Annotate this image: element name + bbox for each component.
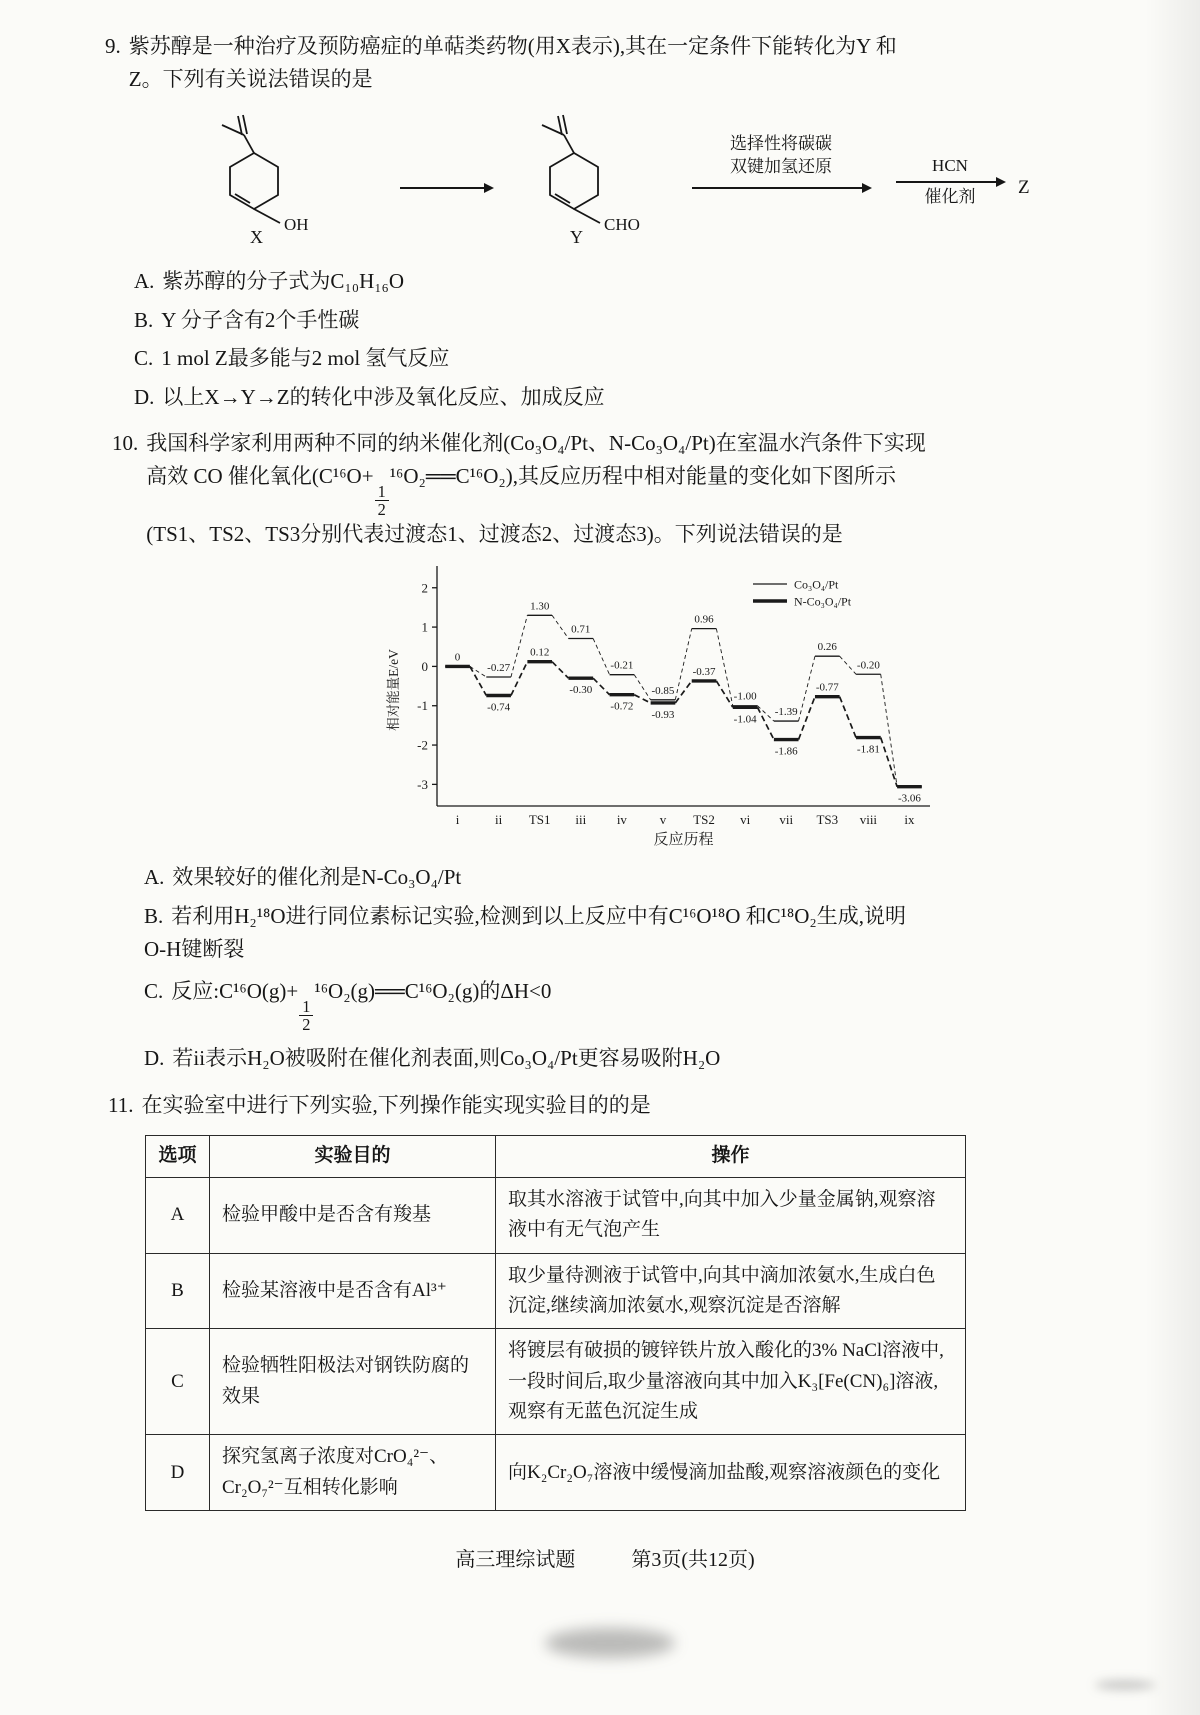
row-b-option: B: [146, 1253, 210, 1329]
svg-text:-0.27: -0.27: [487, 662, 511, 675]
svg-text:iii: iii: [575, 812, 587, 828]
hcn-addition-step: [896, 155, 1004, 209]
question-9: [100, 30, 1110, 413]
q10-stem-line1: 我国科学家利用两种不同的纳米催化剂(Co₃O₄/Pt、N-Co₃O₄/Pt)在室温水汽条件下实现: [146, 431, 926, 456]
fraction-denominator: 2: [377, 499, 386, 519]
q11-stem: 在实验室中进行下列实验,下列操作能实现实验目的的是: [141, 1092, 651, 1117]
svg-text:-0.85: -0.85: [651, 685, 675, 698]
molecule-y-label: Y: [570, 227, 583, 246]
vinylidene-double-bond-2: [563, 115, 567, 134]
experiment-table: [145, 1135, 966, 1511]
q9-number: 9.: [105, 34, 121, 58]
reaction-arrow-2: [692, 187, 870, 189]
svg-text:-1.00: -1.00: [733, 691, 757, 704]
page-footer: [100, 1543, 1110, 1572]
q9-option-c-text: 1 mol Z最多能与2 mol 氢气反应: [161, 346, 450, 371]
product-z-label: Z: [1018, 177, 1030, 199]
q10-stem-line2: [146, 460, 1110, 518]
svg-text:i: i: [455, 812, 460, 828]
fraction-numerator: 1: [299, 998, 313, 1016]
q9-option-c-label: C.: [134, 346, 154, 371]
q9-option-b-text: Y 分子含有2个手性碳: [161, 307, 360, 332]
row-a-option: A: [146, 1177, 210, 1253]
row-d-purpose: 探究氢离子浓度对CrO₄²⁻、Cr₂O₇²⁻互相转化影响: [210, 1435, 496, 1511]
q10-option-c: [144, 976, 1110, 1033]
scan-edge-shadow: [1145, 0, 1200, 1715]
q9-stem-line1: 紫苏醇是一种治疗及预防癌症的单萜类药物(用X表示),其在一定条件下能转化为Y 和: [128, 34, 897, 58]
svg-text:vi: vi: [740, 812, 751, 828]
row-b-operation: 取少量待测液于试管中,向其中滴加浓氨水,生成白色沉淀,继续滴加浓氨水,观察沉淀是否溶解: [496, 1253, 966, 1329]
vinylidene-double-bond-2: [243, 115, 247, 134]
svg-text:-0.37: -0.37: [692, 666, 716, 679]
hydroxymethyl-bond: [254, 209, 280, 223]
energy-diagram: [385, 560, 965, 854]
reaction-arrow-3: [896, 181, 1004, 183]
one-half-fraction: [299, 998, 313, 1033]
svg-text:vii: vii: [779, 812, 794, 828]
row-a-operation: 取其水溶液于试管中,向其中加入少量金属钠,观察溶液中有无气泡产生: [496, 1177, 966, 1253]
q9-option-a: [134, 266, 1110, 298]
svg-text:0: 0: [421, 659, 428, 675]
fraction-denominator: 2: [302, 1015, 311, 1035]
chart-series-1: [445, 601, 922, 805]
molecule-y-structure: [508, 113, 688, 245]
svg-text:-0.93: -0.93: [651, 709, 675, 722]
svg-text:2: 2: [421, 580, 428, 596]
svg-text:1.30: 1.30: [530, 600, 550, 613]
q10-option-b-line2: O-H键断裂: [144, 937, 245, 962]
row-c-operation: 将镀层有破损的镀锌铁片放入酸化的3% NaCl溶液中,一段时间后,取少量溶液向其中加入K₃[Fe(CN)₆]溶液,观察有无蓝色沉淀生成: [496, 1329, 966, 1435]
molecule-y-skeleton: [542, 115, 600, 223]
q10-options: [110, 862, 1110, 1074]
q10-option-c-pre: 反应:C¹⁶O(g)+: [171, 978, 299, 1003]
fraction-numerator: 1: [375, 483, 389, 501]
chart-legend: [753, 578, 852, 609]
q10-option-c-label: C.: [144, 978, 164, 1003]
q10-option-c-post: ¹⁶O₂(g)══C¹⁶O₂(g)的ΔH<0: [314, 978, 552, 1003]
header-purpose: 实验目的: [210, 1136, 496, 1177]
q10-stem-line3: (TS1、TS2、TS3分别代表过渡态1、过渡态2、过渡态3)。下列说法错误的是: [146, 521, 843, 546]
footer-page-number: 第3页(共12页): [631, 1549, 755, 1572]
question-11: [100, 1089, 1110, 1511]
q10-stem: [146, 427, 1110, 550]
q9-option-d: [134, 382, 1110, 414]
hcn-label: HCN: [932, 156, 968, 176]
svg-text:iv: iv: [616, 812, 627, 828]
scan-smudge: [545, 1628, 675, 1658]
hydroxyl-label: OH: [284, 215, 309, 235]
q9-stem: [129, 30, 1110, 95]
row-a-purpose: 检验甲酸中是否含有羧基: [210, 1177, 496, 1253]
energy-diagram-svg: [385, 560, 965, 854]
q9-option-a-text: 紫苏醇的分子式为C₁₀H₁₆O: [162, 269, 405, 294]
table-row: [146, 1329, 966, 1435]
isopropenyl-stem-bond: [244, 135, 254, 153]
svg-text:ii: ii: [495, 812, 503, 828]
svg-text:0.26: 0.26: [817, 641, 837, 654]
svg-text:-0.21: -0.21: [610, 660, 634, 673]
aldehyde-label: CHO: [604, 215, 640, 235]
q10-option-b: [144, 901, 1110, 933]
table-row: [146, 1177, 966, 1253]
molecule-x-structure: [188, 113, 358, 245]
svg-text:TS3: TS3: [816, 812, 839, 828]
header-option: 选项: [146, 1136, 210, 1177]
q10-option-b-label: B.: [144, 903, 164, 928]
isopropenyl-stem-bond: [564, 135, 574, 153]
svg-text:-0.74: -0.74: [487, 701, 511, 714]
table-row: [146, 1253, 966, 1329]
catalyst-label: 催化剂: [924, 186, 976, 206]
q10-option-d: [144, 1043, 1110, 1075]
one-half-fraction: [375, 483, 389, 518]
svg-text:TS2: TS2: [693, 812, 715, 828]
svg-text:-1.04: -1.04: [733, 713, 757, 726]
q10-option-a: [144, 862, 1110, 894]
svg-text:0.71: 0.71: [571, 623, 591, 636]
table-row: [146, 1435, 966, 1511]
svg-text:v: v: [659, 812, 667, 828]
svg-text:TS1: TS1: [528, 812, 551, 828]
svg-text:0.12: 0.12: [530, 647, 550, 660]
q9-reaction-scheme: [100, 107, 1110, 259]
hydrogenation-text-line2: 双键加氢还原: [730, 157, 832, 177]
svg-text:ix: ix: [904, 812, 915, 828]
q10-option-b-text1: 若利用H₂¹⁸O进行同位素标记实验,检测到以上反应中有C¹⁶O¹⁸O 和C¹⁸O₂生成,说明: [171, 903, 906, 928]
cyclohexene-ring: [550, 153, 598, 209]
svg-text:viii: viii: [859, 812, 878, 828]
footer-exam-title: 高三理综试题: [455, 1549, 576, 1572]
q9-option-b-label: B.: [134, 307, 154, 332]
q11-number: 11.: [108, 1092, 134, 1117]
q9-option-c: [134, 343, 1110, 375]
q10-stem-line2-pre: 高效 CO 催化氧化(C¹⁶O+: [146, 463, 374, 488]
molecule-x-label: X: [250, 227, 263, 246]
svg-text:0: 0: [454, 651, 461, 664]
cyclohexene-ring: [230, 153, 278, 209]
q10-option-a-label: A.: [144, 865, 165, 890]
row-d-option: D: [146, 1435, 210, 1511]
svg-text:-0.77: -0.77: [815, 682, 839, 695]
hydrogenation-text-line1: 选择性将碳碳: [730, 134, 832, 154]
q10-option-a-text: 效果较好的催化剂是N-Co₃O₄/Pt: [172, 865, 462, 890]
q9-stem-line2: Z。下列有关说法错误的是: [128, 66, 373, 91]
q10-stem-line2-post: ¹⁶O₂══C¹⁶O₂),其反应历程中相对能量的变化如下图所示: [389, 463, 896, 488]
svg-text:1: 1: [421, 620, 428, 636]
header-operation: 操作: [496, 1136, 966, 1177]
q10-option-d-text: 若ii表示H₂O被吸附在催化剂表面,则Co₃O₄/Pt更容易吸附H₂O: [172, 1046, 721, 1071]
svg-text:0.96: 0.96: [694, 614, 714, 627]
svg-text:Co₃O₄/Pt: Co₃O₄/Pt: [794, 577, 839, 592]
molecule-x-skeleton: [222, 115, 280, 223]
svg-text:-2: -2: [417, 738, 428, 754]
formyl-bond: [574, 209, 600, 223]
q9-option-d-text: 以上X→Y→Z的转化中涉及氧化反应、加成反应: [162, 384, 605, 409]
q9-option-b: [134, 305, 1110, 337]
row-d-operation: 向K₂Cr₂O₇溶液中缓慢滴加盐酸,观察溶液颜色的变化: [496, 1435, 966, 1511]
chart-ylabel: 相对能量E/eV: [386, 649, 401, 732]
q10-option-d-label: D.: [144, 1046, 165, 1071]
svg-text:-0.30: -0.30: [569, 684, 593, 697]
q10-option-c-text: [171, 976, 551, 1033]
q9-options: [100, 266, 1110, 413]
svg-text:-1: -1: [417, 698, 428, 714]
svg-text:-0.20: -0.20: [856, 659, 880, 672]
svg-text:-3: -3: [417, 777, 428, 793]
reaction-arrow-1: [400, 187, 492, 189]
svg-text:-0.72: -0.72: [610, 701, 634, 714]
row-b-purpose: 检验某溶液中是否含有Al³⁺: [210, 1253, 496, 1329]
svg-text:-1.39: -1.39: [774, 706, 798, 719]
row-c-option: C: [146, 1329, 210, 1435]
q10-number: 10.: [112, 431, 139, 456]
table-header-row: [146, 1136, 966, 1177]
svg-text:-3.06: -3.06: [897, 793, 921, 806]
q9-option-a-label: A.: [134, 269, 155, 294]
svg-text:-1.86: -1.86: [774, 746, 798, 759]
q9-option-d-label: D.: [134, 384, 155, 409]
row-c-purpose: 检验牺牲阳极法对钢铁防腐的效果: [210, 1329, 496, 1435]
svg-text:N-Co₃O₄/Pt: N-Co₃O₄/Pt: [794, 594, 852, 609]
hydrogenation-step: [692, 133, 870, 189]
question-10: [100, 427, 1110, 1075]
svg-text:-1.81: -1.81: [856, 744, 880, 757]
chart-xlabel: 反应历程: [653, 832, 714, 849]
